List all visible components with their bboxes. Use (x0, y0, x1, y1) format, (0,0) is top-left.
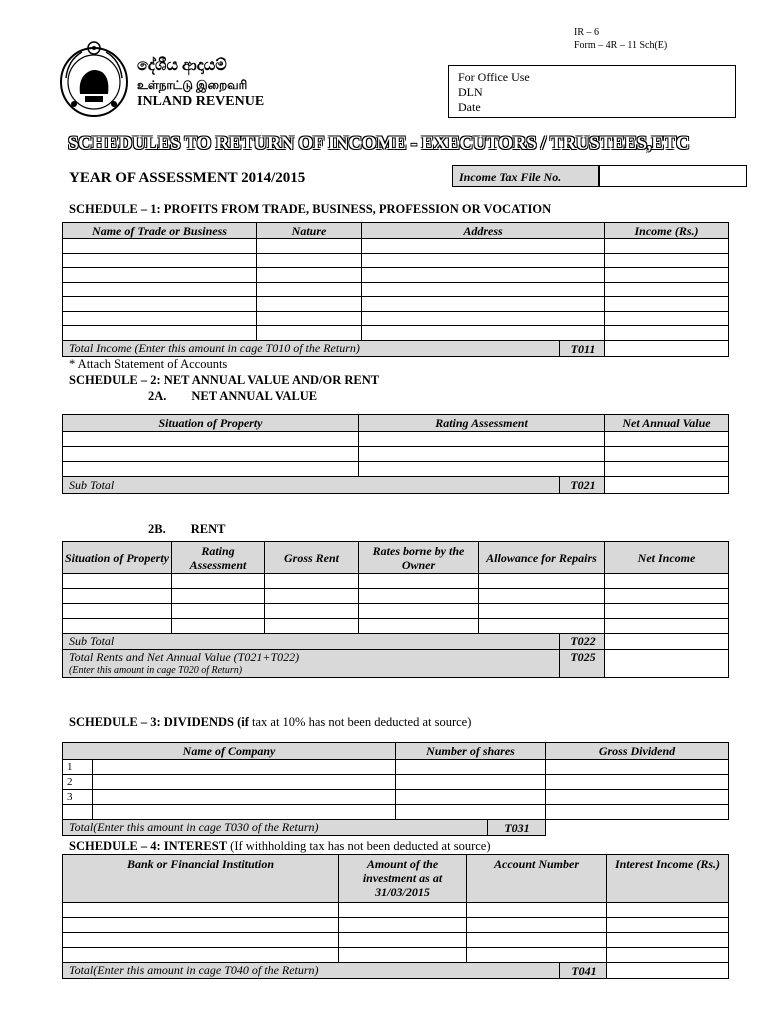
year-of-assessment: YEAR OF ASSESSMENT 2014/2015 (69, 170, 306, 186)
sri-lanka-emblem-icon (58, 38, 130, 118)
row-number: 2 (63, 775, 93, 790)
schedule4-total-label: Total(Enter this amount in cage T040 of the Return) (69, 963, 319, 977)
schedule4-title-bold: SCHEDULE – 4: INTEREST (69, 839, 228, 853)
code-t011: T011 (559, 341, 606, 356)
table-row[interactable] (63, 604, 729, 619)
office-use-label: For Office Use (458, 70, 530, 84)
total-rent-input[interactable] (605, 650, 729, 678)
table-row[interactable] (63, 918, 729, 933)
table-row[interactable] (63, 760, 729, 775)
total-income-input[interactable] (605, 340, 729, 356)
schedule3-title-bold: SCHEDULE – 3: DIVIDENDS (if (69, 715, 249, 729)
col-gross-rent: Gross Rent (265, 542, 359, 574)
file-no-input[interactable] (599, 165, 747, 187)
form-code: IR – 6 (574, 27, 599, 38)
total-rent-label: Total Rents and Net Annual Value (T021+T022) (69, 650, 300, 664)
table-row[interactable] (63, 790, 729, 805)
schedule3-title (69, 715, 471, 730)
date-field[interactable]: Date (458, 100, 481, 114)
total-interest-input[interactable] (607, 963, 729, 979)
col-situation: Situation of Property (63, 542, 172, 574)
dln-field[interactable]: DLN (458, 85, 483, 99)
schedule4-title-rest: (If withholding tax has not been deducted at source) (227, 839, 491, 853)
row-number: 1 (63, 760, 93, 775)
schedule4-title (69, 839, 491, 854)
col-net-income: Net Income (605, 542, 729, 574)
org-name-sinhala: දේශීය ආදායම් (137, 57, 227, 74)
col-interest-income: Interest Income (Rs.) (607, 855, 729, 903)
schedule3-table (62, 742, 729, 836)
col-nature: Nature (257, 223, 362, 239)
col-rating: Rating Assessment (172, 542, 265, 574)
schedule1-table (62, 222, 729, 357)
col-net-annual: Net Annual Value (605, 415, 729, 432)
code-t041: T041 (559, 963, 608, 978)
file-no-label: Income Tax File No. (452, 165, 599, 187)
table-row[interactable] (63, 948, 729, 963)
subtotal-2b-input[interactable] (605, 634, 729, 650)
org-name-english: INLAND REVENUE (137, 94, 265, 109)
table-row[interactable] (63, 326, 729, 341)
subtotal-label: Sub Total (69, 477, 115, 492)
table-row[interactable] (63, 462, 729, 477)
row-number: 3 (63, 790, 93, 805)
office-use-box (448, 65, 736, 118)
col-situation: Situation of Property (63, 415, 359, 432)
schedule4-table (62, 854, 729, 979)
page-title: SCHEDULES TO RETURN OF INCOME - EXECUTORS / TRUSTEES,ETC (68, 133, 690, 154)
schedule2a-title: 2A. NET ANNUAL VALUE (148, 389, 318, 403)
table-row[interactable] (63, 297, 729, 312)
table-row[interactable] (63, 775, 729, 790)
attach-note: * Attach Statement of Accounts (69, 357, 228, 371)
col-account-number: Account Number (467, 855, 607, 903)
col-company: Name of Company (63, 743, 396, 760)
code-t021: T021 (559, 477, 606, 493)
code-t025: T025 (559, 650, 606, 677)
org-name-tamil: உள்நாட்டு இறைவரி (137, 78, 248, 92)
code-t022: T022 (559, 634, 606, 649)
table-row[interactable] (63, 447, 729, 462)
table-row[interactable] (63, 574, 729, 589)
col-rating: Rating Assessment (359, 415, 605, 432)
table-row[interactable] (63, 239, 729, 254)
col-address: Address (362, 223, 605, 239)
table-row[interactable] (63, 432, 729, 447)
col-gross-dividend: Gross Dividend (546, 743, 729, 760)
col-shares: Number of shares (396, 743, 546, 760)
col-bank: Bank or Financial Institution (63, 855, 339, 903)
table-row[interactable] (63, 903, 729, 918)
schedule3-title-rest: tax at 10% has not been deducted at source) (248, 715, 472, 729)
table-row[interactable] (63, 589, 729, 604)
schedule2a-table (62, 414, 729, 494)
schedule2b-table (62, 541, 729, 678)
col-trade-name: Name of Trade or Business (63, 223, 257, 239)
table-row[interactable] (63, 311, 729, 326)
table-row[interactable] (63, 619, 729, 634)
table-row[interactable] (63, 282, 729, 297)
col-rates-borne: Rates borne by the Owner (359, 542, 479, 574)
table-row[interactable] (63, 253, 729, 268)
subtotal-2a-input[interactable] (605, 477, 729, 494)
schedule3-total-label: Total(Enter this amount in cage T030 of the Return) (69, 820, 319, 834)
schedule2-title: SCHEDULE – 2: NET ANNUAL VALUE AND/OR RENT (69, 373, 380, 387)
table-row[interactable] (63, 805, 729, 820)
schedule2b-title: 2B. RENT (148, 522, 226, 536)
schedule1-title: SCHEDULE – 1: PROFITS FROM TRADE, BUSINESS, PROFESSION OR VOCATION (69, 202, 552, 216)
schedule1-total-label: Total Income (Enter this amount in cage T010 of the Return) (69, 340, 360, 355)
total-rent-note: (Enter this amount in cage T020 of Return) (69, 665, 243, 676)
col-amount: Amount of the investment as at 31/03/2015 (339, 855, 467, 903)
total-dividend-input[interactable] (546, 820, 729, 836)
code-t031: T031 (487, 820, 546, 835)
col-allowance: Allowance for Repairs (479, 542, 605, 574)
form-number: Form – 4R – 11 Sch(E) (574, 40, 668, 51)
table-row[interactable] (63, 933, 729, 948)
col-income: Income (Rs.) (605, 223, 729, 239)
table-row[interactable] (63, 268, 729, 283)
subtotal-label: Sub Total (69, 634, 115, 648)
